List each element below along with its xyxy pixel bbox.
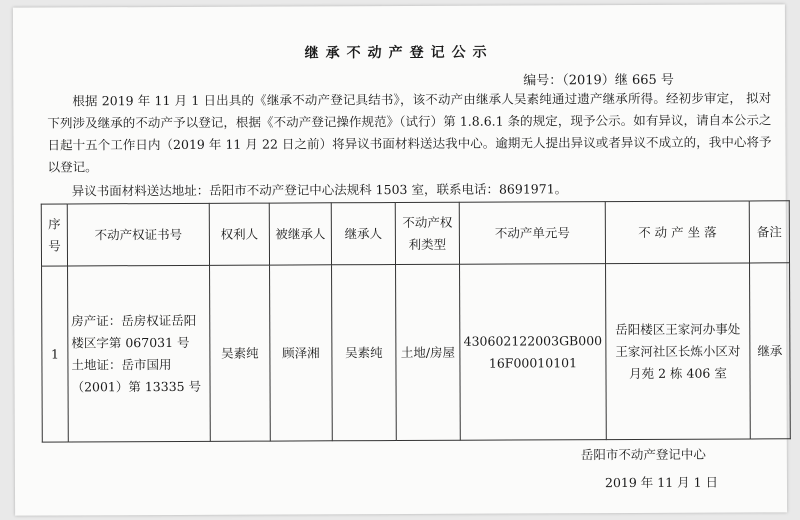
header-heir: 继承人 <box>331 203 395 265</box>
cell-cert-no <box>68 265 211 442</box>
cell-remark: 继承 <box>750 263 791 439</box>
cell-index: 1 <box>42 266 69 442</box>
table-row <box>42 263 791 442</box>
cert-house: 房产证：岳房权证岳阳楼区字第 067031 号 <box>71 312 197 350</box>
cell-right-type: 土地/房屋 <box>396 264 461 440</box>
header-owner: 权利人 <box>209 203 269 265</box>
registration-table <box>41 200 791 442</box>
header-location: 不 动 产 坐 落 <box>605 201 749 264</box>
cert-land: 土地证：岳市国用（2001）第 13335 号 <box>71 356 202 394</box>
header-decedent: 被继承人 <box>269 203 331 265</box>
cell-unit-no: 430602122003GB00016F00010101 <box>460 264 607 441</box>
cell-owner: 吴素纯 <box>210 265 271 441</box>
cell-heir: 吴素纯 <box>332 265 397 441</box>
notice-body: 根据 2019 年 11 月 1 日出具的《继承不动产登记具结书》，该不动产由继承人吴素纯通过遗产继承所得。经初步审定， 拟对下列涉及继承的不动产予以登记，根据《不动产登记操作规范》（试行）第 1.8.6.1 条的规定，现予公示。如有异议，请自本公示之日起十五个工作日内（2019 年 11 月 22 日之前）将异议书面材料送达我中心。逾期无人提出异议或者异议不成立的，我中心将予以登记。 <box>47 90 772 175</box>
table-header-row <box>41 201 789 266</box>
document-number: 编号：（2019）继 665 号 <box>523 72 674 89</box>
header-remark: 备注 <box>749 201 789 263</box>
cell-decedent: 顾泽湘 <box>270 265 333 441</box>
header-index: 序号 <box>41 204 67 266</box>
header-right-type: 不动产权利类型 <box>395 202 459 264</box>
notice-paper <box>13 4 787 515</box>
header-cert-no: 不动产权证书号 <box>67 203 209 266</box>
issuer-name: 岳阳市不动产登记中心 <box>580 446 706 463</box>
cell-location: 岳阳楼区王家河办事处王家河社区长炼小区对月苑 2 栋 406 室 <box>606 263 751 440</box>
header-unit-no: 不动产单元号 <box>459 202 605 265</box>
objection-address: 异议书面材料送达地址：岳阳市不动产登记中心法规科 1503 室，联系电话：8691971。 <box>71 181 568 199</box>
issue-date: 2019 年 11 月 1 日 <box>604 474 719 491</box>
notice-title: 继承不动产登记公示 <box>304 44 494 62</box>
